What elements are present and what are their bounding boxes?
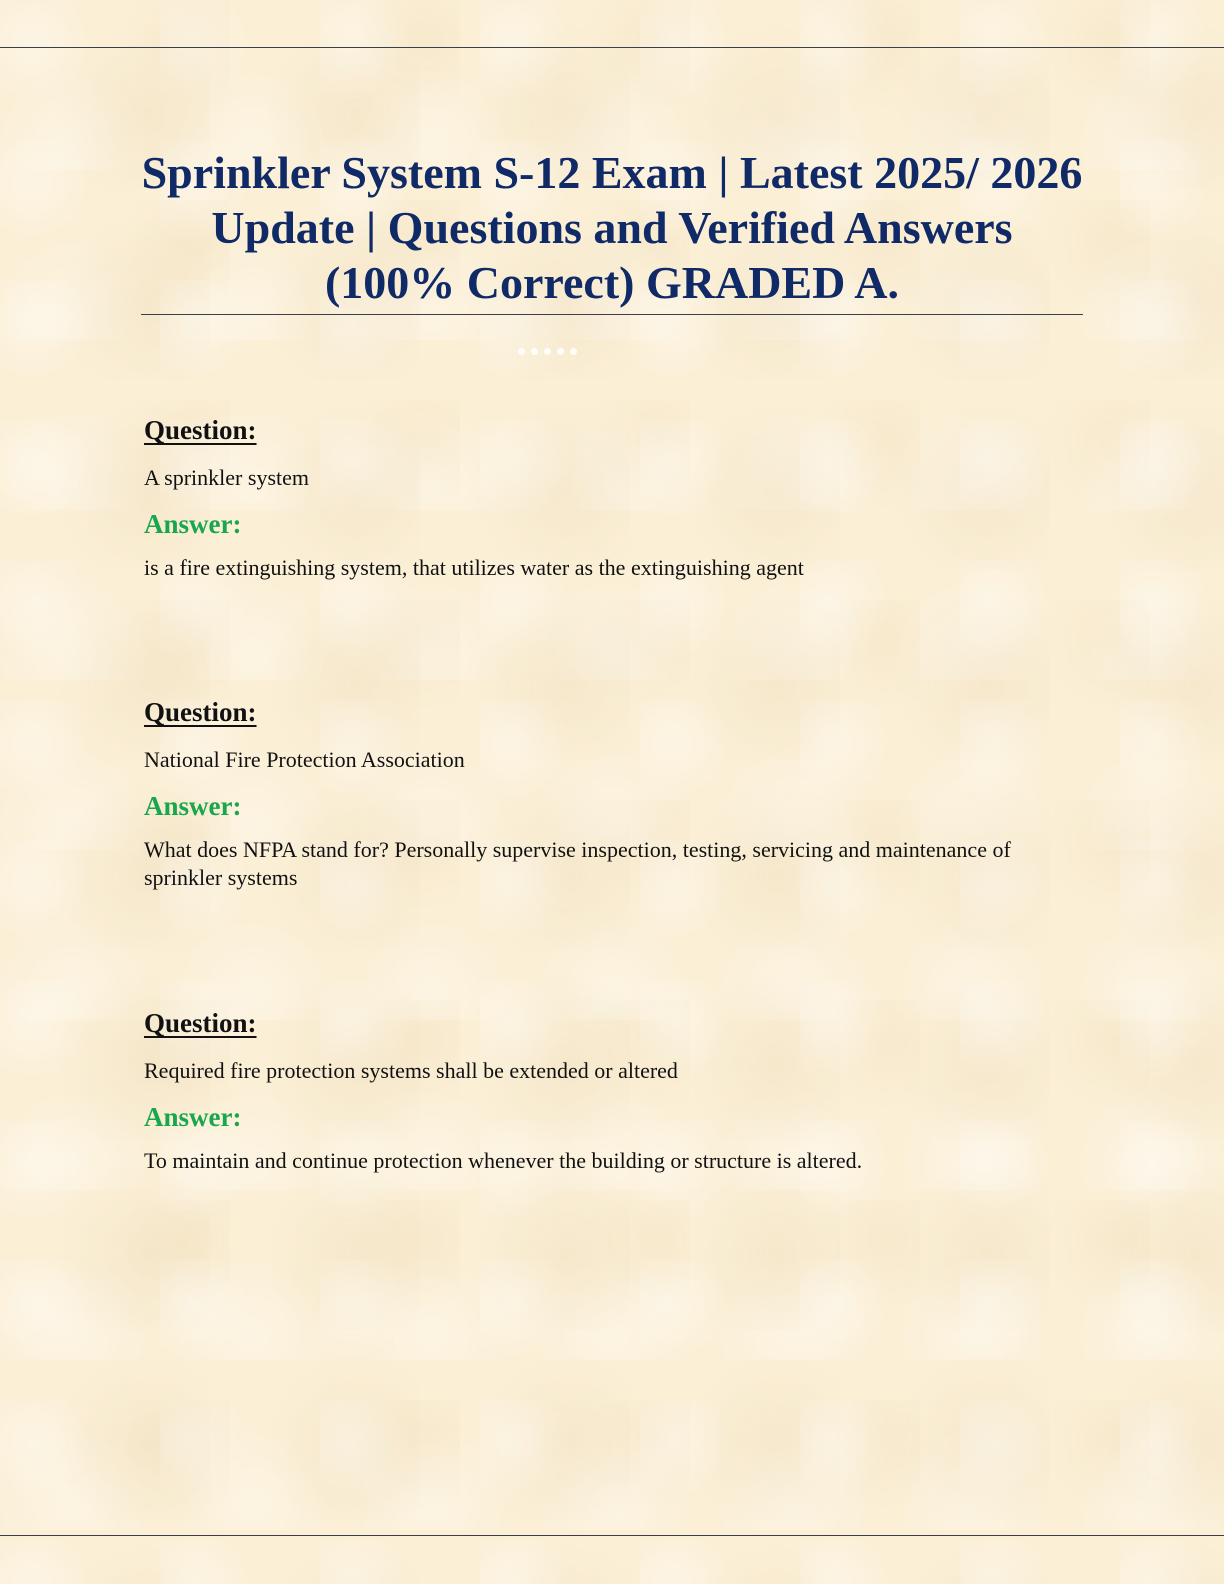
header-rule — [0, 47, 1224, 48]
dot — [544, 348, 551, 355]
answer-text: What does NFPA stand for? Personally supervise inspection, testing, servicing and maintenance of sprinkler systems — [144, 837, 1011, 890]
dot — [557, 348, 564, 355]
answer-label: Answer: — [144, 791, 242, 821]
question-text: Required fire protection systems shall be extended or altered — [144, 1058, 678, 1083]
dot — [531, 348, 538, 355]
answer-text: To maintain and continue protection whenever the building or structure is altered. — [144, 1148, 863, 1173]
answer-label: Answer: — [144, 509, 242, 539]
dot — [518, 348, 525, 355]
decorative-dots — [518, 348, 588, 358]
qa-item-2 — [144, 696, 1084, 892]
question-label: Question: — [144, 697, 257, 727]
answer-label: Answer: — [144, 1102, 242, 1132]
footer-rule — [0, 1535, 1224, 1536]
qa-item-1 — [144, 414, 1084, 582]
question-text: National Fire Protection Association — [144, 747, 465, 772]
question-label: Question: — [144, 415, 257, 445]
question-text: A sprinkler system — [144, 465, 309, 490]
document-title: Sprinkler System S-12 Exam | Latest 2025/ 2026 Update | Questions and Verified Answers (100% Correct) GRADED A. — [141, 145, 1083, 315]
dot — [570, 348, 577, 355]
question-label: Question: — [144, 1008, 257, 1038]
qa-item-3 — [144, 1007, 1084, 1175]
answer-text: is a fire extinguishing system, that utilizes water as the extinguishing agent — [144, 555, 804, 580]
